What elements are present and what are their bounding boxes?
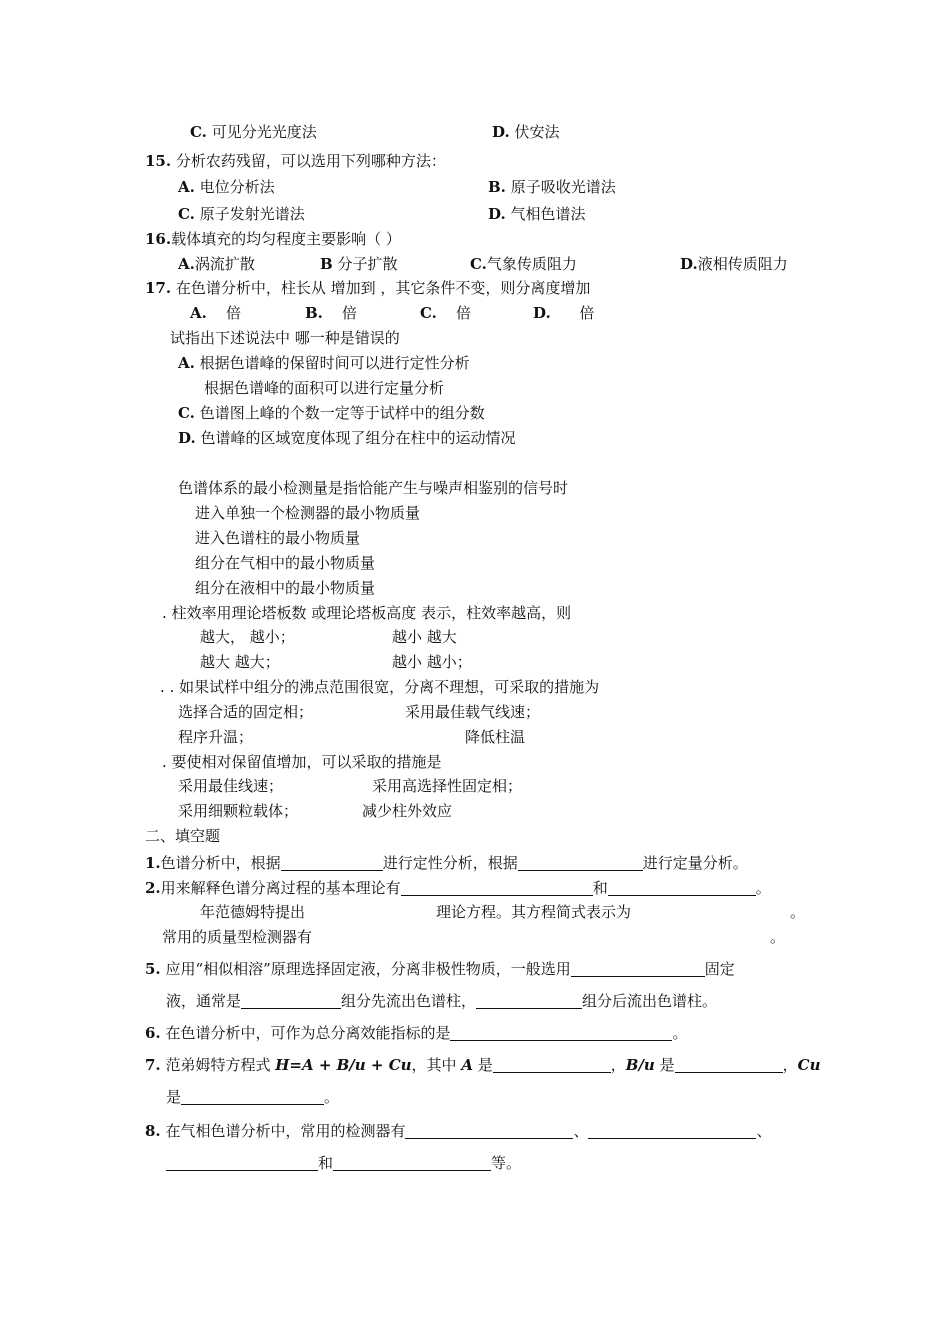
option-label: B.	[305, 304, 323, 322]
fill-4: 常用的质量型检测器有	[162, 928, 313, 946]
question-text: 载体填充的均匀程度主要影响（ ）	[171, 230, 401, 248]
q15-option-a	[178, 177, 275, 197]
q18-option-a	[178, 353, 470, 373]
option-text: 原子吸收光谱法	[510, 178, 616, 196]
option-text: 可见分光光度法	[211, 123, 317, 141]
option-text: 色谱图上峰的个数一定等于试样中的组分数	[199, 404, 485, 422]
section-title-fill-in: 二、填空题	[145, 827, 221, 845]
fill-8-line-2	[166, 1153, 521, 1173]
q22-option-3: 采用细颗粒载体；	[178, 802, 299, 820]
question-text: 、	[756, 1122, 772, 1140]
answer-blank[interactable]	[493, 1056, 611, 1073]
answer-blank[interactable]	[476, 992, 582, 1009]
fill-4-end: 。	[770, 928, 786, 946]
question-text: 是	[654, 1056, 675, 1074]
q20-option-4: 越小 越小；	[392, 653, 472, 671]
option-text: 气相色谱法	[510, 205, 586, 223]
question-text: 固定	[704, 960, 735, 978]
question-text: 是	[472, 1056, 493, 1074]
answer-blank[interactable]	[401, 879, 593, 896]
question-text: 和	[592, 879, 608, 897]
q18-option-b: 根据色谱峰的面积可以进行定量分析	[204, 379, 445, 397]
fill-8-line-1	[145, 1121, 772, 1141]
q15-option-b	[488, 177, 616, 197]
q22-option-1: 采用最佳线速；	[178, 777, 284, 795]
fill-2	[145, 878, 771, 898]
q19-stem: 色谱体系的最小检测量是指恰能产生与噪声相鉴别的信号时	[178, 479, 569, 497]
question-number: 15.	[145, 152, 172, 170]
answer-blank[interactable]	[588, 1122, 756, 1139]
option-text: 液相传质阻力	[697, 255, 788, 273]
option-label: B.	[488, 178, 506, 196]
question-number: 7.	[145, 1056, 161, 1074]
option-text: 分子扩散	[332, 255, 398, 273]
option-label: A.	[190, 304, 207, 322]
question-text: 进行定量分析。	[642, 854, 748, 872]
answer-blank[interactable]	[281, 854, 383, 871]
q21-option-3: 程序升温；	[178, 728, 254, 746]
answer-blank[interactable]	[405, 1122, 573, 1139]
q17-option-d	[533, 303, 594, 323]
option-label: D.	[680, 255, 698, 273]
q16-option-d	[680, 254, 788, 274]
q15-option-c	[178, 204, 305, 224]
option-label: C.	[190, 123, 207, 141]
option-text: 电位分析法	[199, 178, 275, 196]
question-number: 8.	[145, 1122, 161, 1140]
question-number: 17.	[145, 279, 172, 297]
question-text: ，	[610, 1056, 626, 1074]
question-text: 和	[318, 1154, 334, 1172]
question-text: 在色谱分析中，可作为总分离效能指标的是	[165, 1024, 451, 1042]
q18-stem: 试指出下述说法中 哪一种是错误的	[170, 329, 400, 347]
option-text: 气象传质阻力	[486, 255, 577, 273]
option-label: A.	[178, 178, 195, 196]
question-text: 进行定性分析，根据	[382, 854, 518, 872]
question-text: 在气相色谱分析中，常用的检测器有	[165, 1122, 406, 1140]
option-text: 伏安法	[514, 123, 560, 141]
option-label: A.	[178, 354, 195, 372]
question-text: 组分后流出色谱柱。	[582, 992, 718, 1010]
q17-option-b	[305, 303, 357, 323]
fill-7-line-1	[145, 1055, 820, 1075]
question-number: 5.	[145, 960, 161, 978]
q15-stem	[145, 151, 446, 171]
option-label: A.	[178, 255, 195, 273]
equation: H=A + B/u + Cu	[275, 1056, 412, 1074]
q21-option-4: 降低柱温	[465, 728, 526, 746]
question-text: ，	[782, 1056, 798, 1074]
q21-option-1: 选择合适的固定相；	[178, 703, 314, 721]
answer-blank[interactable]	[518, 854, 643, 871]
q16-option-c	[470, 254, 577, 274]
option-label: D.	[533, 304, 551, 322]
option-label: C.	[420, 304, 437, 322]
q14-option-d	[492, 122, 560, 142]
q22-stem: . 要使相对保留值增加，可以采取的措施是	[162, 753, 442, 771]
q20-option-2: 越小 越大	[392, 628, 457, 646]
question-text: 、	[573, 1122, 589, 1140]
option-label: C.	[470, 255, 487, 273]
option-text: 原子发射光谱法	[199, 205, 305, 223]
q21-option-2: 采用最佳载气线速；	[405, 703, 541, 721]
question-text: 是	[166, 1088, 182, 1106]
fill-7-line-2	[166, 1087, 339, 1107]
q22-option-4: 减少柱外效应	[362, 802, 453, 820]
option-text: 根据色谱峰的保留时间可以进行定性分析	[199, 354, 470, 372]
q22-option-2: 采用高选择性固定相；	[372, 777, 523, 795]
answer-blank[interactable]	[608, 879, 756, 896]
q15-option-d	[488, 204, 586, 224]
option-label: C.	[178, 404, 195, 422]
question-text: 在色谱分析中，柱长从 增加到 ，其它条件不变，则分离度增加	[175, 279, 591, 297]
term-a: A	[461, 1056, 473, 1074]
question-text: 。	[324, 1088, 340, 1106]
term-cu: Cu	[797, 1056, 821, 1074]
question-text: 应用“相似相溶”原理选择固定液，分离非极性物质，一般选用	[165, 960, 571, 978]
q20-stem: . 柱效率用理论塔板数 或理论塔板高度 表示，柱效率越高，则	[162, 604, 572, 622]
question-number: 16.	[145, 230, 172, 248]
q19-option-4: 组分在液相中的最小物质量	[195, 579, 376, 597]
option-text: 倍	[225, 304, 241, 322]
q16-option-b	[320, 254, 397, 274]
option-text: 倍	[455, 304, 471, 322]
q20-option-3: 越大 越大；	[200, 653, 280, 671]
q20-option-1: 越大， 越小；	[200, 628, 295, 646]
fill-6	[145, 1023, 687, 1043]
option-text: 涡流扩散	[194, 255, 255, 273]
question-number: 1.	[145, 854, 161, 872]
q18-option-c	[178, 403, 485, 423]
q16-option-a	[178, 254, 255, 274]
q19-option-1: 进入单独一个检测器的最小物质量	[195, 504, 421, 522]
question-text: 用来解释色谱分离过程的基本理论有	[160, 879, 401, 897]
answer-blank[interactable]	[450, 1024, 672, 1041]
answer-blank[interactable]	[166, 1154, 318, 1171]
answer-blank[interactable]	[571, 960, 705, 977]
q19-option-3: 组分在气相中的最小物质量	[195, 554, 376, 572]
option-label: D.	[178, 429, 196, 447]
option-label: D.	[492, 123, 510, 141]
q18-option-d	[178, 428, 516, 448]
q14-option-c	[190, 122, 317, 142]
fill-1	[145, 853, 748, 873]
question-text: 分析农药残留，可以选用下列哪种方法：	[175, 152, 446, 170]
option-label: D.	[488, 205, 506, 223]
fill-3-end: 。	[790, 903, 806, 921]
option-text: 倍	[579, 304, 595, 322]
answer-blank[interactable]	[181, 1088, 324, 1105]
option-label: C.	[178, 205, 195, 223]
question-text: 。	[755, 879, 771, 897]
fill-3-part-1: 年范德姆特提出	[200, 903, 306, 921]
question-text: 组分先流出色谱柱，	[341, 992, 477, 1010]
question-text: 色谱分析中，根据	[160, 854, 281, 872]
question-text: 范弟姆特方程式	[165, 1056, 276, 1074]
question-text: 液，通常是	[166, 992, 242, 1010]
term-bu: B/u	[625, 1056, 655, 1074]
q17-stem	[145, 278, 590, 298]
fill-3-part-2: 理论方程。其方程简式表示为	[436, 903, 632, 921]
option-text: 倍	[341, 304, 357, 322]
question-text: 等。	[491, 1154, 522, 1172]
q21-stem: . . 如果试样中组分的沸点范围很宽，分离不理想，可采取的措施为	[160, 678, 600, 696]
option-label: B	[320, 255, 333, 273]
question-number: 6.	[145, 1024, 161, 1042]
question-text: ，其中	[411, 1056, 462, 1074]
question-number: 2.	[145, 879, 161, 897]
question-text: 。	[672, 1024, 688, 1042]
answer-blank[interactable]	[675, 1056, 783, 1073]
answer-blank[interactable]	[241, 992, 341, 1009]
q17-option-c	[420, 303, 471, 323]
fill-5-line-2	[166, 991, 717, 1011]
q16-stem	[145, 229, 401, 249]
option-text: 色谱峰的区域宽度体现了组分在柱中的运动情况	[200, 429, 516, 447]
answer-blank[interactable]	[333, 1154, 491, 1171]
q17-option-a	[190, 303, 241, 323]
q19-option-2: 进入色谱柱的最小物质量	[195, 529, 361, 547]
fill-5-line-1	[145, 959, 735, 979]
